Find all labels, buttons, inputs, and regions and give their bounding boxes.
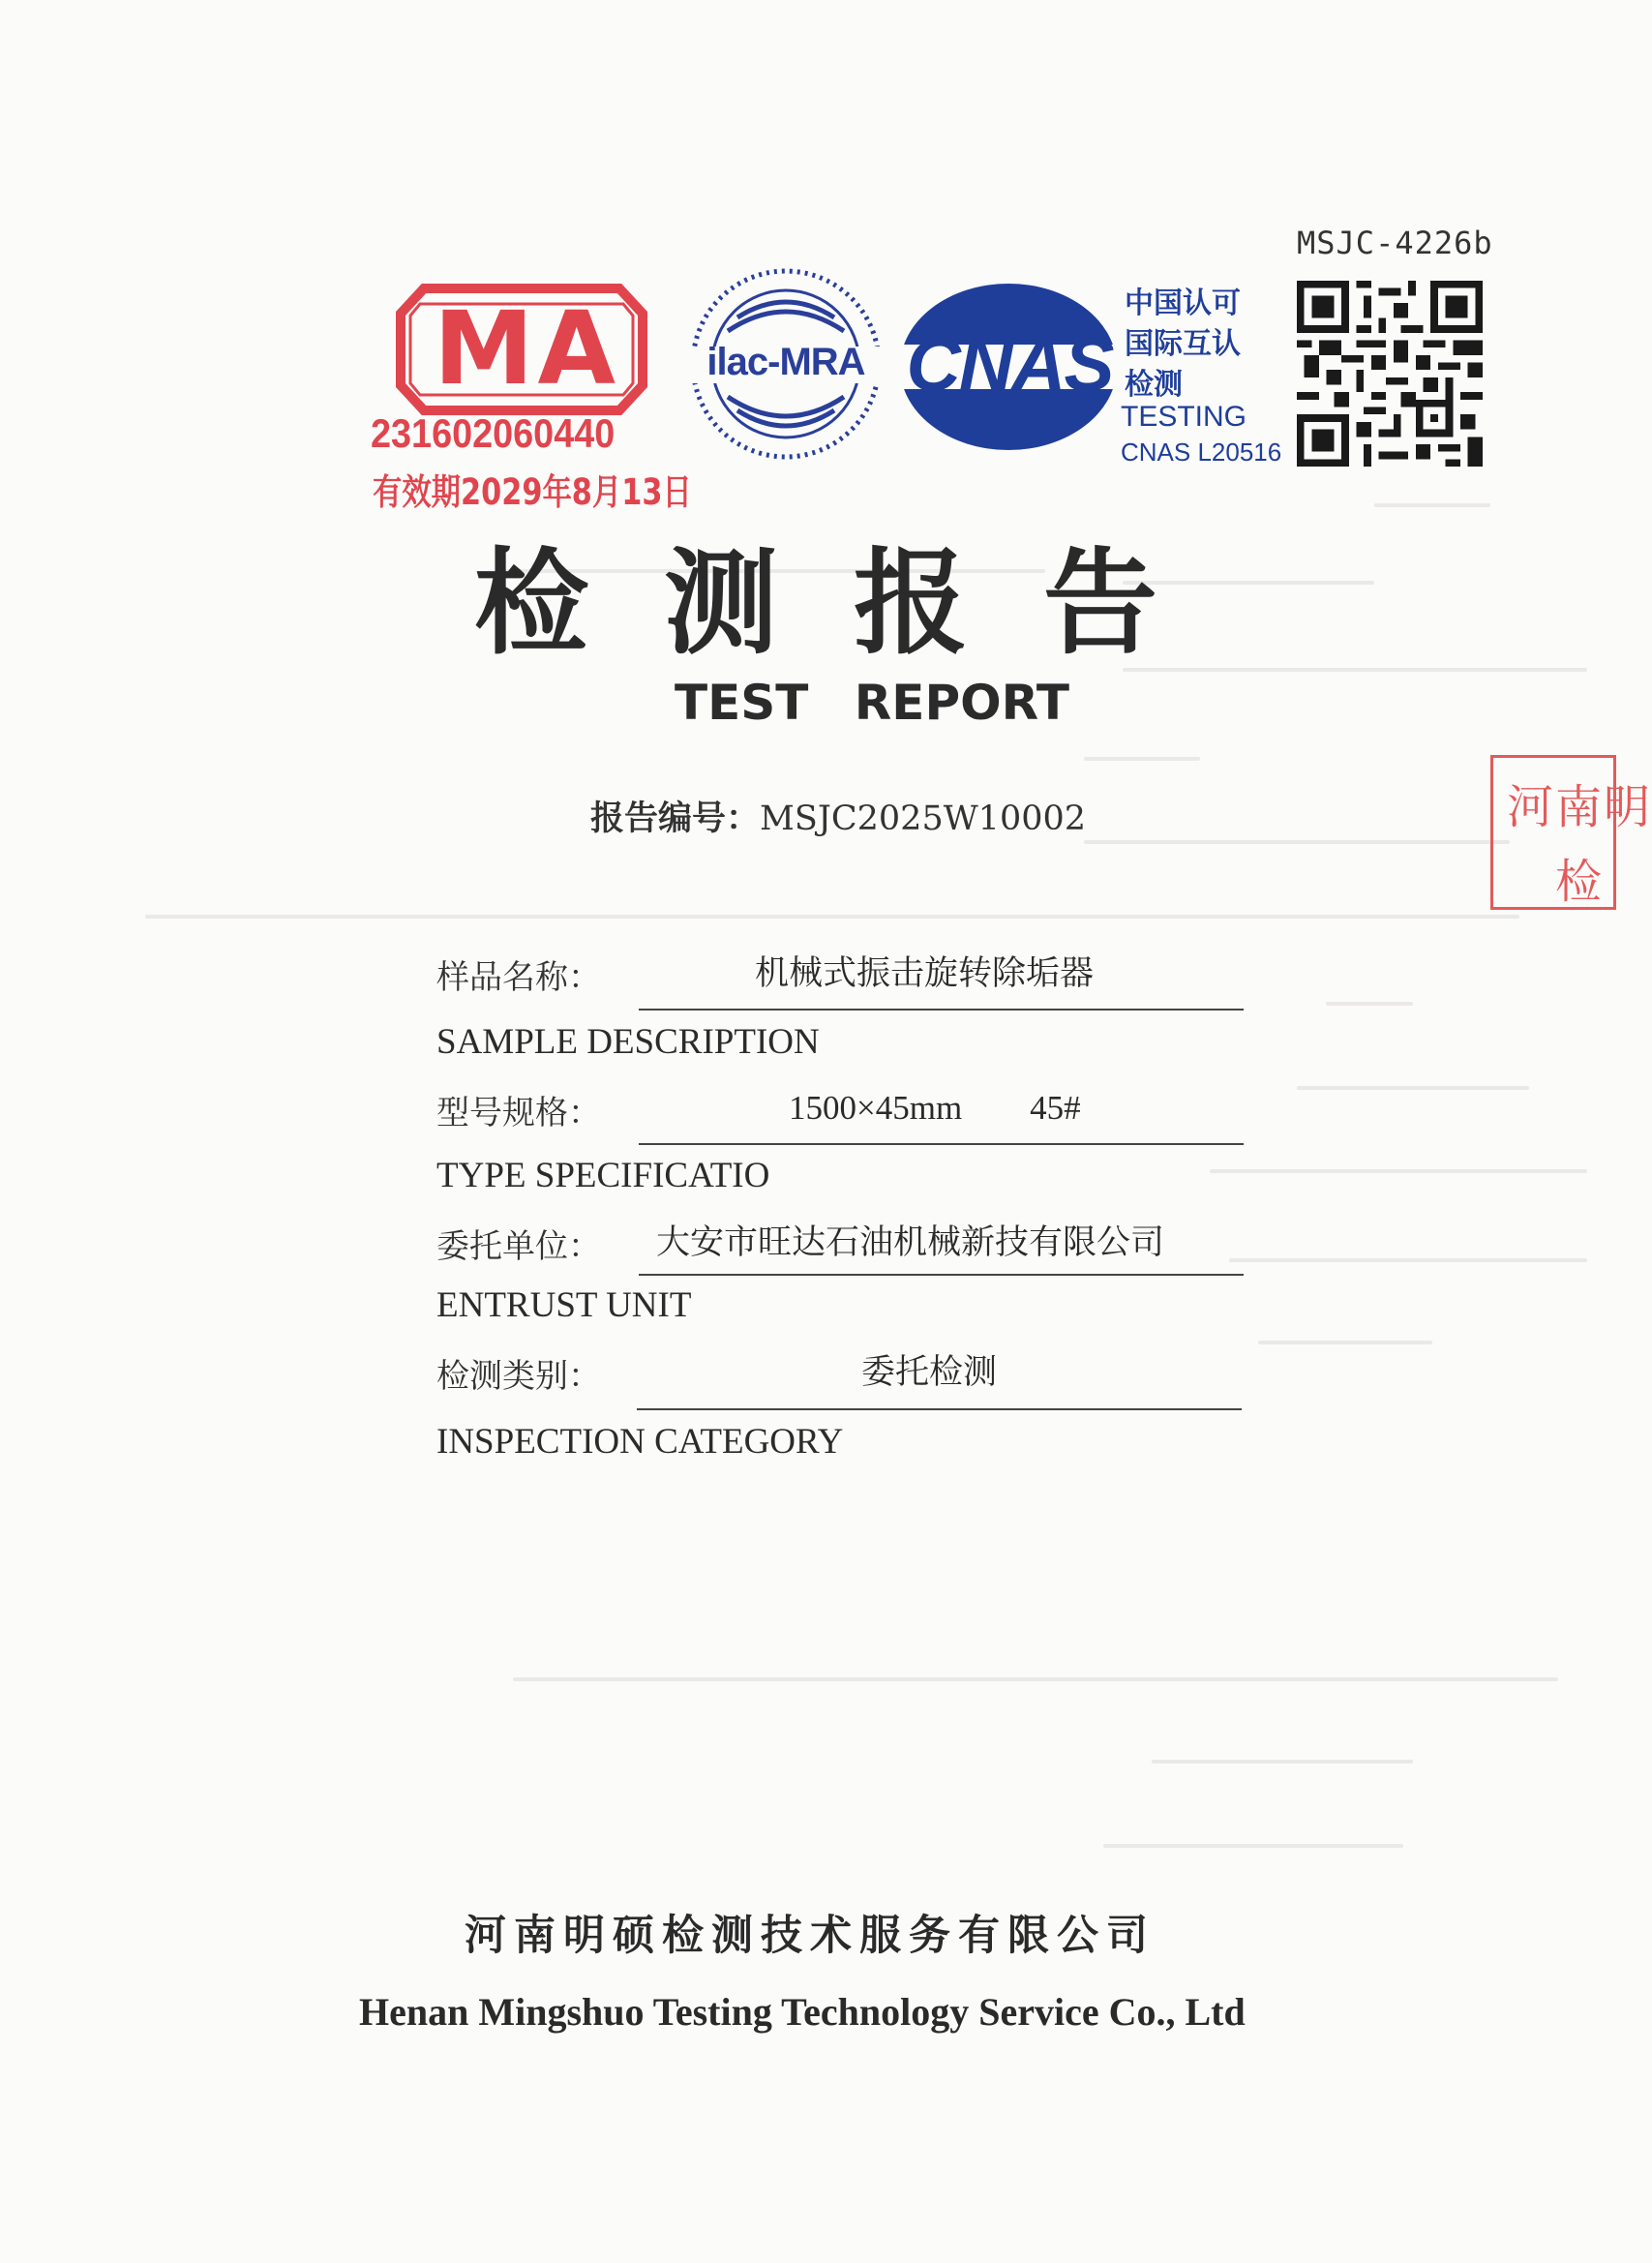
field-type-value: 1500×45mm 45#	[789, 1089, 1081, 1127]
cnas-en-line1: TESTING	[1121, 401, 1247, 433]
cma-number: 231602060440	[371, 410, 616, 456]
field-category-label-en: INSPECTION CATEGORY	[436, 1422, 844, 1462]
field-sample-value: 机械式振击旋转除垢器	[755, 954, 1095, 993]
cnas-cn-line1: 中国认可	[1125, 287, 1241, 320]
company-name-cn: 河南明硕检测技术服务有限公司	[465, 1912, 1156, 1960]
report-number	[590, 792, 1086, 840]
field-entrust-underline	[639, 1274, 1244, 1276]
field-type-underline	[639, 1143, 1244, 1145]
red-seal-text-line2: 检	[1555, 855, 1603, 909]
report-number-label: 报告编号：	[590, 800, 761, 838]
field-category-label-cn: 检测类别：	[436, 1357, 601, 1396]
field-entrust-label-en: ENTRUST UNIT	[436, 1285, 692, 1325]
field-entrust-label-cn: 委托单位：	[436, 1227, 601, 1266]
field-type-label-cn: 型号规格：	[436, 1094, 601, 1132]
field-category-value: 委托检测	[861, 1353, 998, 1392]
field-sample-label-cn: 样品名称：	[436, 958, 601, 997]
red-seal-text-line1: 河南明	[1507, 780, 1652, 834]
cnas-cn-line3: 检测	[1125, 368, 1183, 402]
company-name-en: Henan Mingshuo Testing Technology Service Co., Ltd	[359, 1990, 1246, 2034]
cnas-logo-text: CNAS	[906, 321, 1113, 407]
field-entrust-value: 大安市旺达石油机械新技有限公司	[656, 1223, 1165, 1262]
cma-logo-text: MA	[434, 289, 619, 407]
cma-validity: 有效期2029年8月13日	[373, 471, 692, 513]
report-title-cn: 检测报告	[474, 535, 1234, 670]
field-type-label-en: TYPE SPECIFICATIO	[436, 1156, 770, 1195]
report-number-value: MSJC2025W10002	[760, 800, 1087, 838]
report-title-en: TEST REPORT	[675, 675, 1069, 731]
ilac-logo-text: ilac-MRA	[706, 341, 865, 383]
field-category-underline	[637, 1408, 1242, 1410]
cnas-cn-line2: 国际互认	[1125, 327, 1241, 361]
field-sample-underline	[639, 1009, 1244, 1011]
cnas-en-line2: CNAS L20516	[1121, 438, 1282, 467]
field-sample-label-en: SAMPLE DESCRIPTION	[436, 1022, 820, 1062]
document-code: MSJC-4226b	[1297, 225, 1493, 261]
qr-code	[1297, 281, 1483, 467]
